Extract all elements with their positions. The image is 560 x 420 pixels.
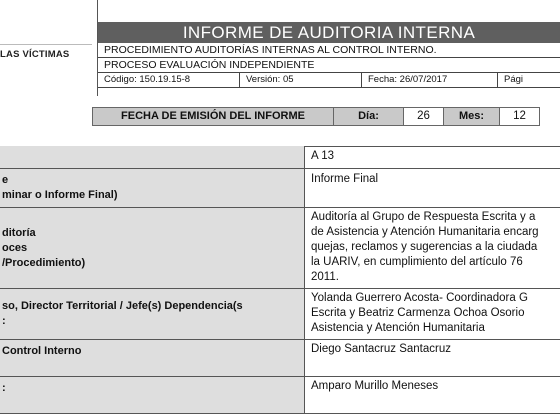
- row-label: [0, 340, 304, 376]
- row-value-line: quejas, reclamos y sugerencias a la ciudada: [311, 241, 538, 253]
- day-value: 26: [404, 107, 444, 126]
- row-value: [304, 289, 560, 339]
- report-title: INFORME DE AUDITORIA INTERNA: [98, 22, 560, 43]
- row-label: [0, 169, 304, 207]
- row-label-line: e: [2, 174, 9, 186]
- row-label-line: minar o Informe Final): [2, 189, 118, 201]
- row-value-line: de Asistencia y Atención Humanitaria encarg: [311, 226, 539, 238]
- table-row: [0, 377, 560, 414]
- row-label-line: /Procedimiento): [2, 257, 86, 269]
- row-value-line: A 13: [311, 150, 335, 162]
- row-value-line: Diego Santacruz Santacruz: [311, 343, 451, 355]
- row-value: [304, 208, 560, 288]
- row-label: [0, 289, 304, 339]
- row-label-line: :: [2, 382, 6, 394]
- row-label-line: so, Director Territorial / Jefe(s) Dependencia(s: [2, 300, 243, 312]
- process-row: [98, 58, 560, 73]
- row-value-line: la UARIV, en cumplimiento del artículo 76: [311, 256, 523, 268]
- row-label-line: Control Interno: [2, 345, 82, 357]
- code-cell: Código: 150.19.15-8: [98, 73, 240, 87]
- procedure-row: [98, 43, 560, 58]
- row-label-line: oces: [2, 242, 28, 254]
- page-cell: Pági: [504, 74, 524, 85]
- row-value-line: Asistencia y Atención Humanitaria: [311, 322, 485, 334]
- row-value-line: Informe Final: [311, 173, 379, 185]
- row-label: [0, 146, 304, 168]
- row-value-line: 2011.: [311, 271, 339, 283]
- month-value: 12: [500, 107, 540, 126]
- process-text: PROCESO EVALUACIÓN INDEPENDIENTE: [104, 59, 315, 71]
- version-cell: Versión: 05: [240, 73, 362, 87]
- table-row: [0, 169, 560, 208]
- row-label-line: :: [2, 315, 6, 327]
- row-value-line: Yolanda Guerrero Acosta- Coordinadora G: [311, 292, 528, 304]
- table-row: [0, 340, 560, 377]
- table-row: [0, 208, 560, 289]
- table-row: [0, 146, 560, 169]
- logo-divider: [0, 44, 92, 45]
- emission-date-bar: [92, 107, 540, 126]
- date-cell: Fecha: 26/07/2017: [362, 73, 498, 87]
- emission-label: FECHA DE EMISIÓN DEL INFORME: [92, 107, 334, 126]
- row-label-line: ditoría: [2, 227, 36, 239]
- table-row: [0, 289, 560, 340]
- row-value: [304, 169, 560, 207]
- document-header: [0, 0, 560, 96]
- row-value: [304, 340, 560, 376]
- month-label: Mes:: [444, 107, 500, 126]
- row-value-line: Escrita y Beatriz Carmenza Ochoa Osorio: [311, 307, 525, 319]
- row-label: [0, 377, 304, 413]
- day-label: Día:: [334, 107, 404, 126]
- procedure-text: PROCEDIMIENTO AUDITORÍAS INTERNAS AL CONTROL INTERNO.: [104, 44, 437, 56]
- row-value-line: Auditoría al Grupo de Respuesta Escrita y a: [311, 211, 536, 223]
- row-value: [304, 146, 560, 168]
- row-value-line: Amparo Murillo Meneses: [311, 380, 439, 392]
- row-label: [0, 208, 304, 288]
- row-value: [304, 377, 560, 413]
- meta-row: [98, 73, 560, 88]
- logo-text: LAS VÍCTIMAS: [0, 49, 70, 60]
